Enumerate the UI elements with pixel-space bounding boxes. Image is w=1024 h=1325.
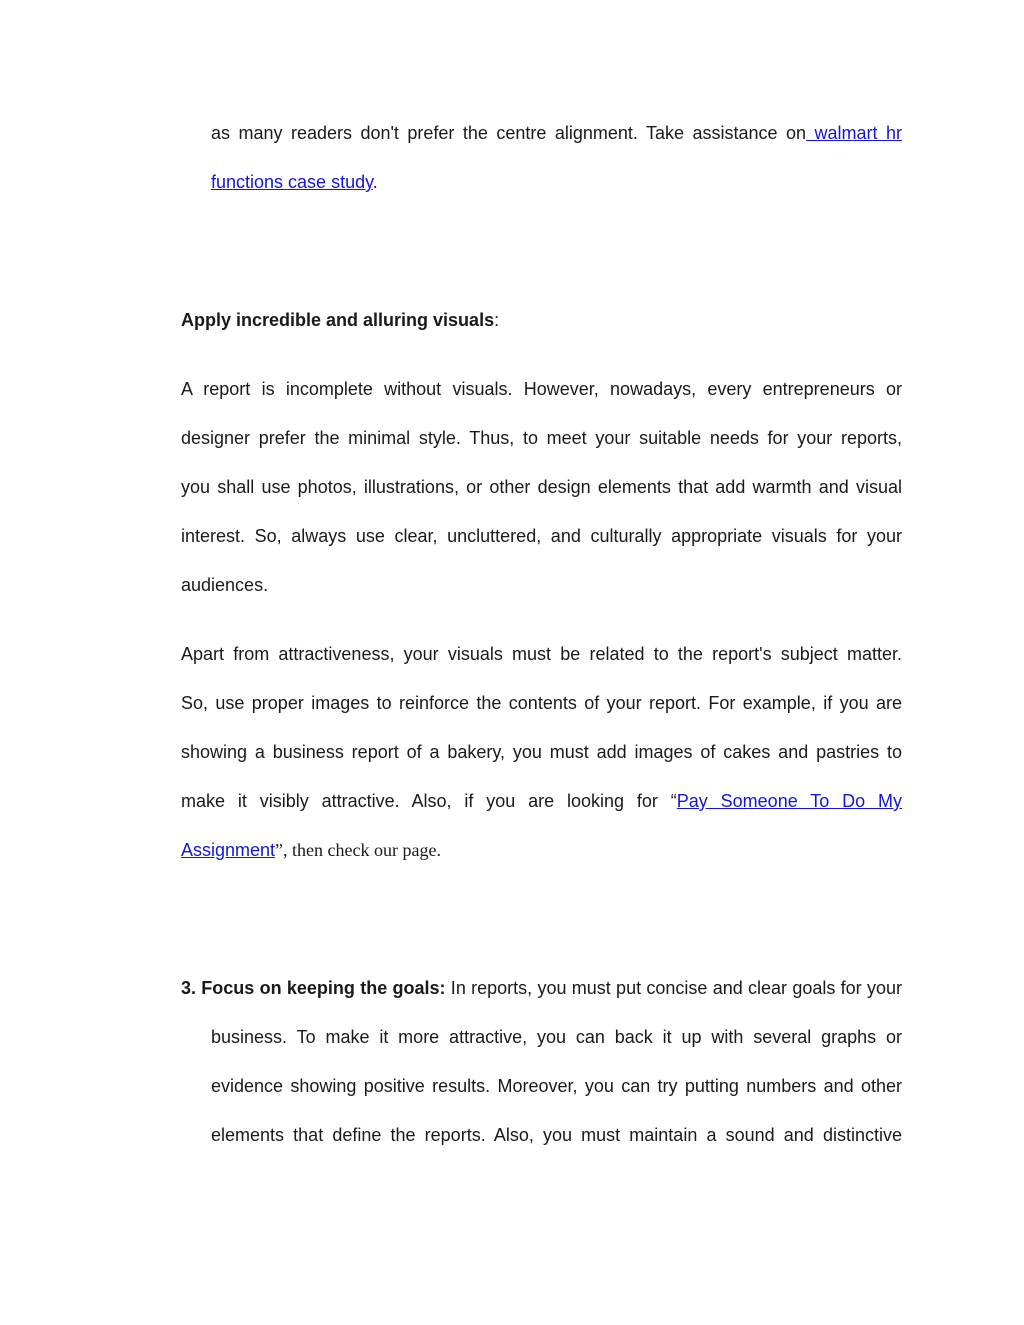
- visuals-para1-line-2-text: designer prefer the minimal style. Thus, to meet your suitable needs for your reports,: [181, 428, 902, 448]
- visuals-para1-line-4-text: interest. So, always use clear, uncluttered, and culturally appropriate visuals for your: [181, 526, 902, 546]
- intro-line-2: [211, 170, 378, 194]
- pay-someone-link-part1[interactable]: Pay Someone To Do My: [676, 791, 902, 811]
- visuals-para2-line-3-text: showing a business report of a bakery, you must add images of cakes and pastries to: [181, 742, 902, 762]
- visuals-para2-line-4: [181, 789, 902, 813]
- visuals-para2-line-3: [181, 740, 902, 764]
- goals-line-3-text: evidence showing positive results. Moreover, you can try putting numbers and other: [211, 1076, 902, 1096]
- walmart-hr-link-part2[interactable]: functions case study: [211, 172, 373, 192]
- goals-line-1-text: In reports, you must put concise and clear goals for your: [445, 978, 902, 998]
- goals-line-4-text: elements that define the reports. Also, you must maintain a sound and distinctive: [211, 1125, 902, 1145]
- visuals-para2-line-4-text: make it visibly attractive. Also, if you are looking for “: [181, 791, 677, 811]
- visuals-para2-line-2: [181, 691, 902, 715]
- pay-someone-link-part2[interactable]: Assignment: [181, 840, 276, 860]
- visuals-para2-line-1-text: Apart from attractiveness, your visuals must be related to the report's subject matter.: [181, 644, 902, 664]
- section-goals-heading: 3. Focus on keeping the goals:: [181, 978, 446, 998]
- intro-line-1: [211, 121, 902, 145]
- intro-line-2-tail: .: [372, 172, 378, 192]
- visuals-para1-line-4: [181, 524, 902, 548]
- goals-line-3: [211, 1074, 902, 1098]
- section-visuals-heading-colon: :: [494, 310, 500, 330]
- goals-line-4: [211, 1123, 902, 1147]
- goals-line-2-text: business. To make it more attractive, you can back it up with several graphs or: [211, 1027, 902, 1047]
- visuals-para1-line-2: [181, 426, 902, 450]
- visuals-para1-line-5: [181, 573, 268, 597]
- visuals-para2-tail: ”, then check our page.: [275, 840, 441, 860]
- visuals-para1-line-1: [181, 377, 902, 401]
- section-visuals-heading: Apply incredible and alluring visuals: [181, 310, 495, 330]
- visuals-para1-line-3-text: you shall use photos, illustrations, or other design elements that add warmth and visual: [181, 477, 902, 497]
- visuals-para1-line-5-text: audiences.: [181, 575, 269, 595]
- visuals-para1-line-3: [181, 475, 902, 499]
- section-visuals-heading-line: [181, 308, 499, 332]
- goals-line-1: [181, 976, 902, 1000]
- visuals-para2-line-1: [181, 642, 902, 666]
- visuals-para2-line-5: [181, 838, 441, 862]
- visuals-para2-line-2-text: So, use proper images to reinforce the contents of your report. For example, if you are: [181, 693, 902, 713]
- intro-line-1-text: as many readers don't prefer the centre alignment. Take assistance on: [211, 123, 807, 143]
- goals-line-2: [211, 1025, 902, 1049]
- visuals-para1-line-1-text: A report is incomplete without visuals. However, nowadays, every entrepreneurs or: [181, 379, 902, 399]
- walmart-hr-link-part1[interactable]: walmart hr: [806, 123, 903, 143]
